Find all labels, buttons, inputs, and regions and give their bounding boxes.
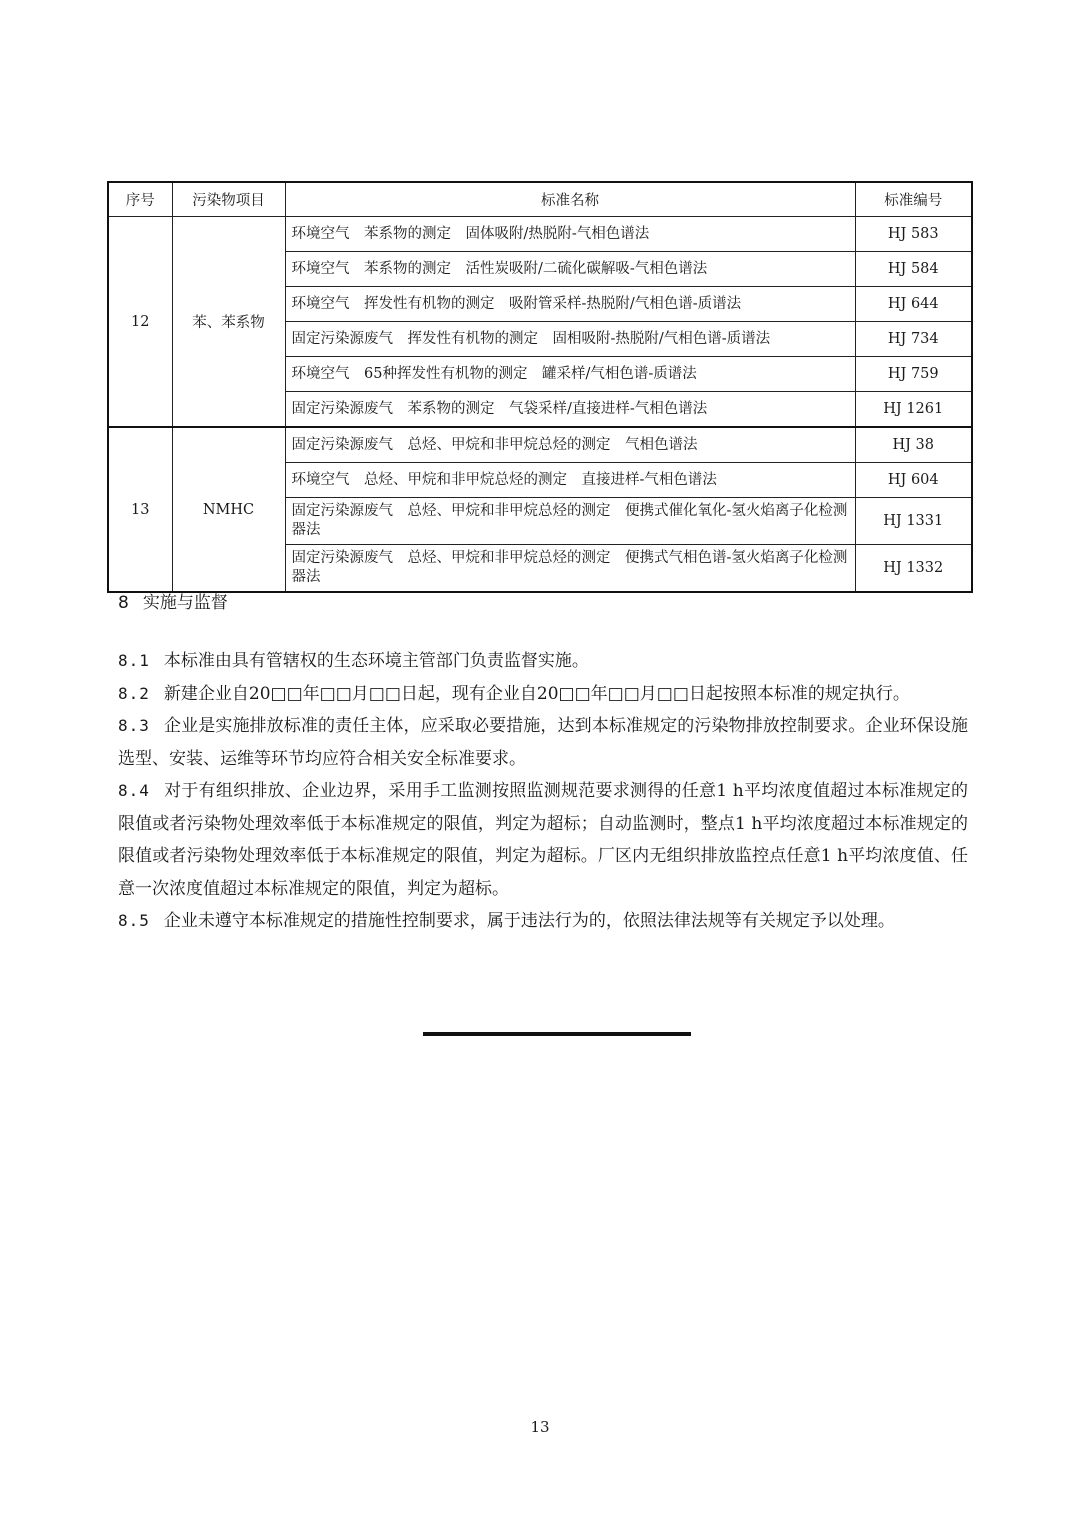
standards-table [107,181,973,593]
standard-name: 固定污染源废气 总烃、甲烷和非甲烷总烃的测定 气相色谱法 [285,427,855,463]
clause-text: 新建企业自20□□年□□月□□日起，现有企业自20□□年□□月□□日起按照本标准的规定执行。 [163,683,910,704]
clause-text: 本标准由具有管辖权的生态环境主管部门负责监督实施。 [163,651,589,671]
clause-number: 8.4 [118,781,150,800]
table-header-row [108,182,972,217]
standard-code: HJ 584 [855,252,972,287]
standard-code: HJ 759 [855,357,972,392]
clause-8-3 [118,710,968,775]
row-pollutant: NMHC [172,427,285,592]
clause-number: 8.2 [118,683,150,703]
header-seq: 序号 [108,182,172,217]
section-heading [118,588,228,613]
standard-code: HJ 1332 [855,545,972,593]
table-row [108,217,972,252]
standard-code: HJ 38 [855,427,972,463]
standard-name: 环境空气 总烃、甲烷和非甲烷总烃的测定 直接进样-气相色谱法 [285,463,855,498]
clause-text: 企业未遵守本标准规定的措施性控制要求，属于违法行为的，依照法律法规等有关规定予以处理。 [163,911,895,931]
header-standard-code: 标准编号 [855,182,972,217]
row-pollutant: 苯、苯系物 [172,217,285,428]
section-number: 8 [118,593,129,613]
clause-text: 对于有组织排放、企业边界，采用手工监测按照监测规范要求测得的任意1 h平均浓度值超过本标准规定的限值或者污染物处理效率低于本标准规定的限值，判定为超标；自动监测时，整点1 h平均浓度超过本标准规定的限值或者污染物处理效率低于本标准规定的限值，判定为超标。厂区内无组织排放监控点任意1 h平均浓度值、任意一次浓度值超过本标准规定的限值，判定为超标。 [118,781,968,899]
clause-number: 8.1 [118,651,150,670]
standard-code: HJ 604 [855,463,972,498]
clause-8-4 [118,775,968,905]
standard-name: 环境空气 挥发性有机物的测定 吸附管采样-热脱附/气相色谱-质谱法 [285,287,855,322]
page-number: 13 [530,1418,550,1436]
table-row [108,427,972,463]
end-of-document-rule [423,1032,691,1036]
standard-name: 环境空气 65种挥发性有机物的测定 罐采样/气相色谱-质谱法 [285,357,855,392]
standard-code: HJ 1261 [855,392,972,428]
standard-name: 固定污染源废气 挥发性有机物的测定 固相吸附-热脱附/气相色谱-质谱法 [285,322,855,357]
standard-name: 环境空气 苯系物的测定 活性炭吸附/二硫化碳解吸-气相色谱法 [285,252,855,287]
standard-name: 固定污染源废气 总烃、甲烷和非甲烷总烃的测定 便携式气相色谱-氢火焰离子化检测器法 [285,545,855,593]
clause-text: 企业是实施排放标准的责任主体，应采取必要措施，达到本标准规定的污染物排放控制要求。企业环保设施选型、安装、运维等环节均应符合相关安全标准要求。 [118,716,968,769]
header-standard-name: 标准名称 [285,182,855,217]
standard-code: HJ 1331 [855,498,972,545]
standard-name: 环境空气 苯系物的测定 固体吸附/热脱附-气相色谱法 [285,217,855,252]
clause-list [118,645,968,938]
clause-number: 8.5 [118,911,150,930]
standard-code: HJ 583 [855,217,972,252]
standard-code: HJ 734 [855,322,972,357]
section-title: 实施与监督 [142,593,228,613]
header-pollutant: 污染物项目 [172,182,285,217]
clause-number: 8.3 [118,716,150,735]
clause-8-2 [118,678,968,711]
row-seq: 12 [108,217,172,428]
clause-8-5 [118,905,968,938]
clause-8-1 [118,645,968,678]
standard-name: 固定污染源废气 苯系物的测定 气袋采样/直接进样-气相色谱法 [285,392,855,428]
standard-code: HJ 644 [855,287,972,322]
row-seq: 13 [108,427,172,592]
standard-name: 固定污染源废气 总烃、甲烷和非甲烷总烃的测定 便携式催化氧化-氢火焰离子化检测器法 [285,498,855,545]
